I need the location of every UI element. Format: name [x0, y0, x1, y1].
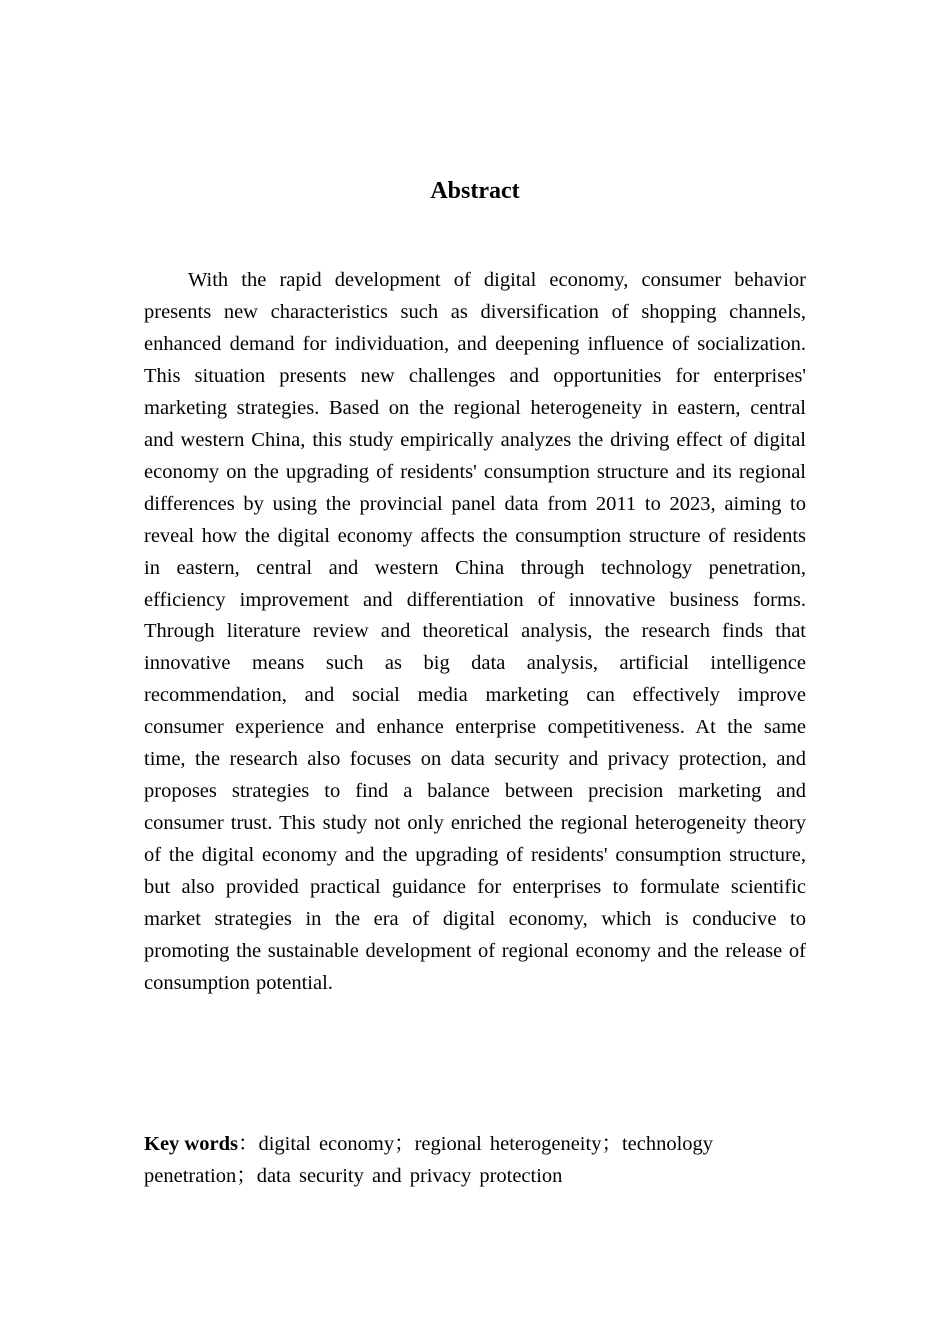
abstract-body: With the rapid development of digital economy, consumer behavior presents new characteristics such as diversification of shopping channels, enhanced demand for individuation, and deepening influence of socialization. This situation presents new challenges and opportunities for enterprises' marketing strategies. Based on the regional heterogeneity in eastern, central and western China, this study empirically analyzes the driving effect of digital economy on the upgrading of residents' consumption structure and its regional differences by using the provincial panel data from 2011 to 2023, aiming to reveal how the digital economy affects the consumption structure of residents in eastern, central and western China through technology penetration, efficiency improvement and differentiation of innovative business forms. Through literature review and theoretical analysis, the research finds that innovative means such as big data analysis, artificial intelligence recommendation, and social media marketing can effectively improve consumer experience and enhance enterprise competitiveness. At the same time, the research also focuses on data security and privacy protection, and proposes strategies to find a balance between precision marketing and consumer trust. This study not only enriched the regional heterogeneity theory of the digital economy and the upgrading of residents' consumption structure, but also provided practical guidance for enterprises to formulate scientific market strategies in the era of digital economy, which is conducive to promoting the sustainable development of regional economy and the release of consumption potential.	[144, 269, 806, 994]
keywords-separator: ：	[237, 1133, 259, 1155]
keywords-label: Key words	[144, 1133, 238, 1155]
keywords-section	[144, 1128, 784, 1192]
keywords-text: digital economy；regional heterogeneity；technology penetration；data security and privacy protection	[144, 1133, 714, 1187]
abstract-title: Abstract	[430, 178, 520, 204]
